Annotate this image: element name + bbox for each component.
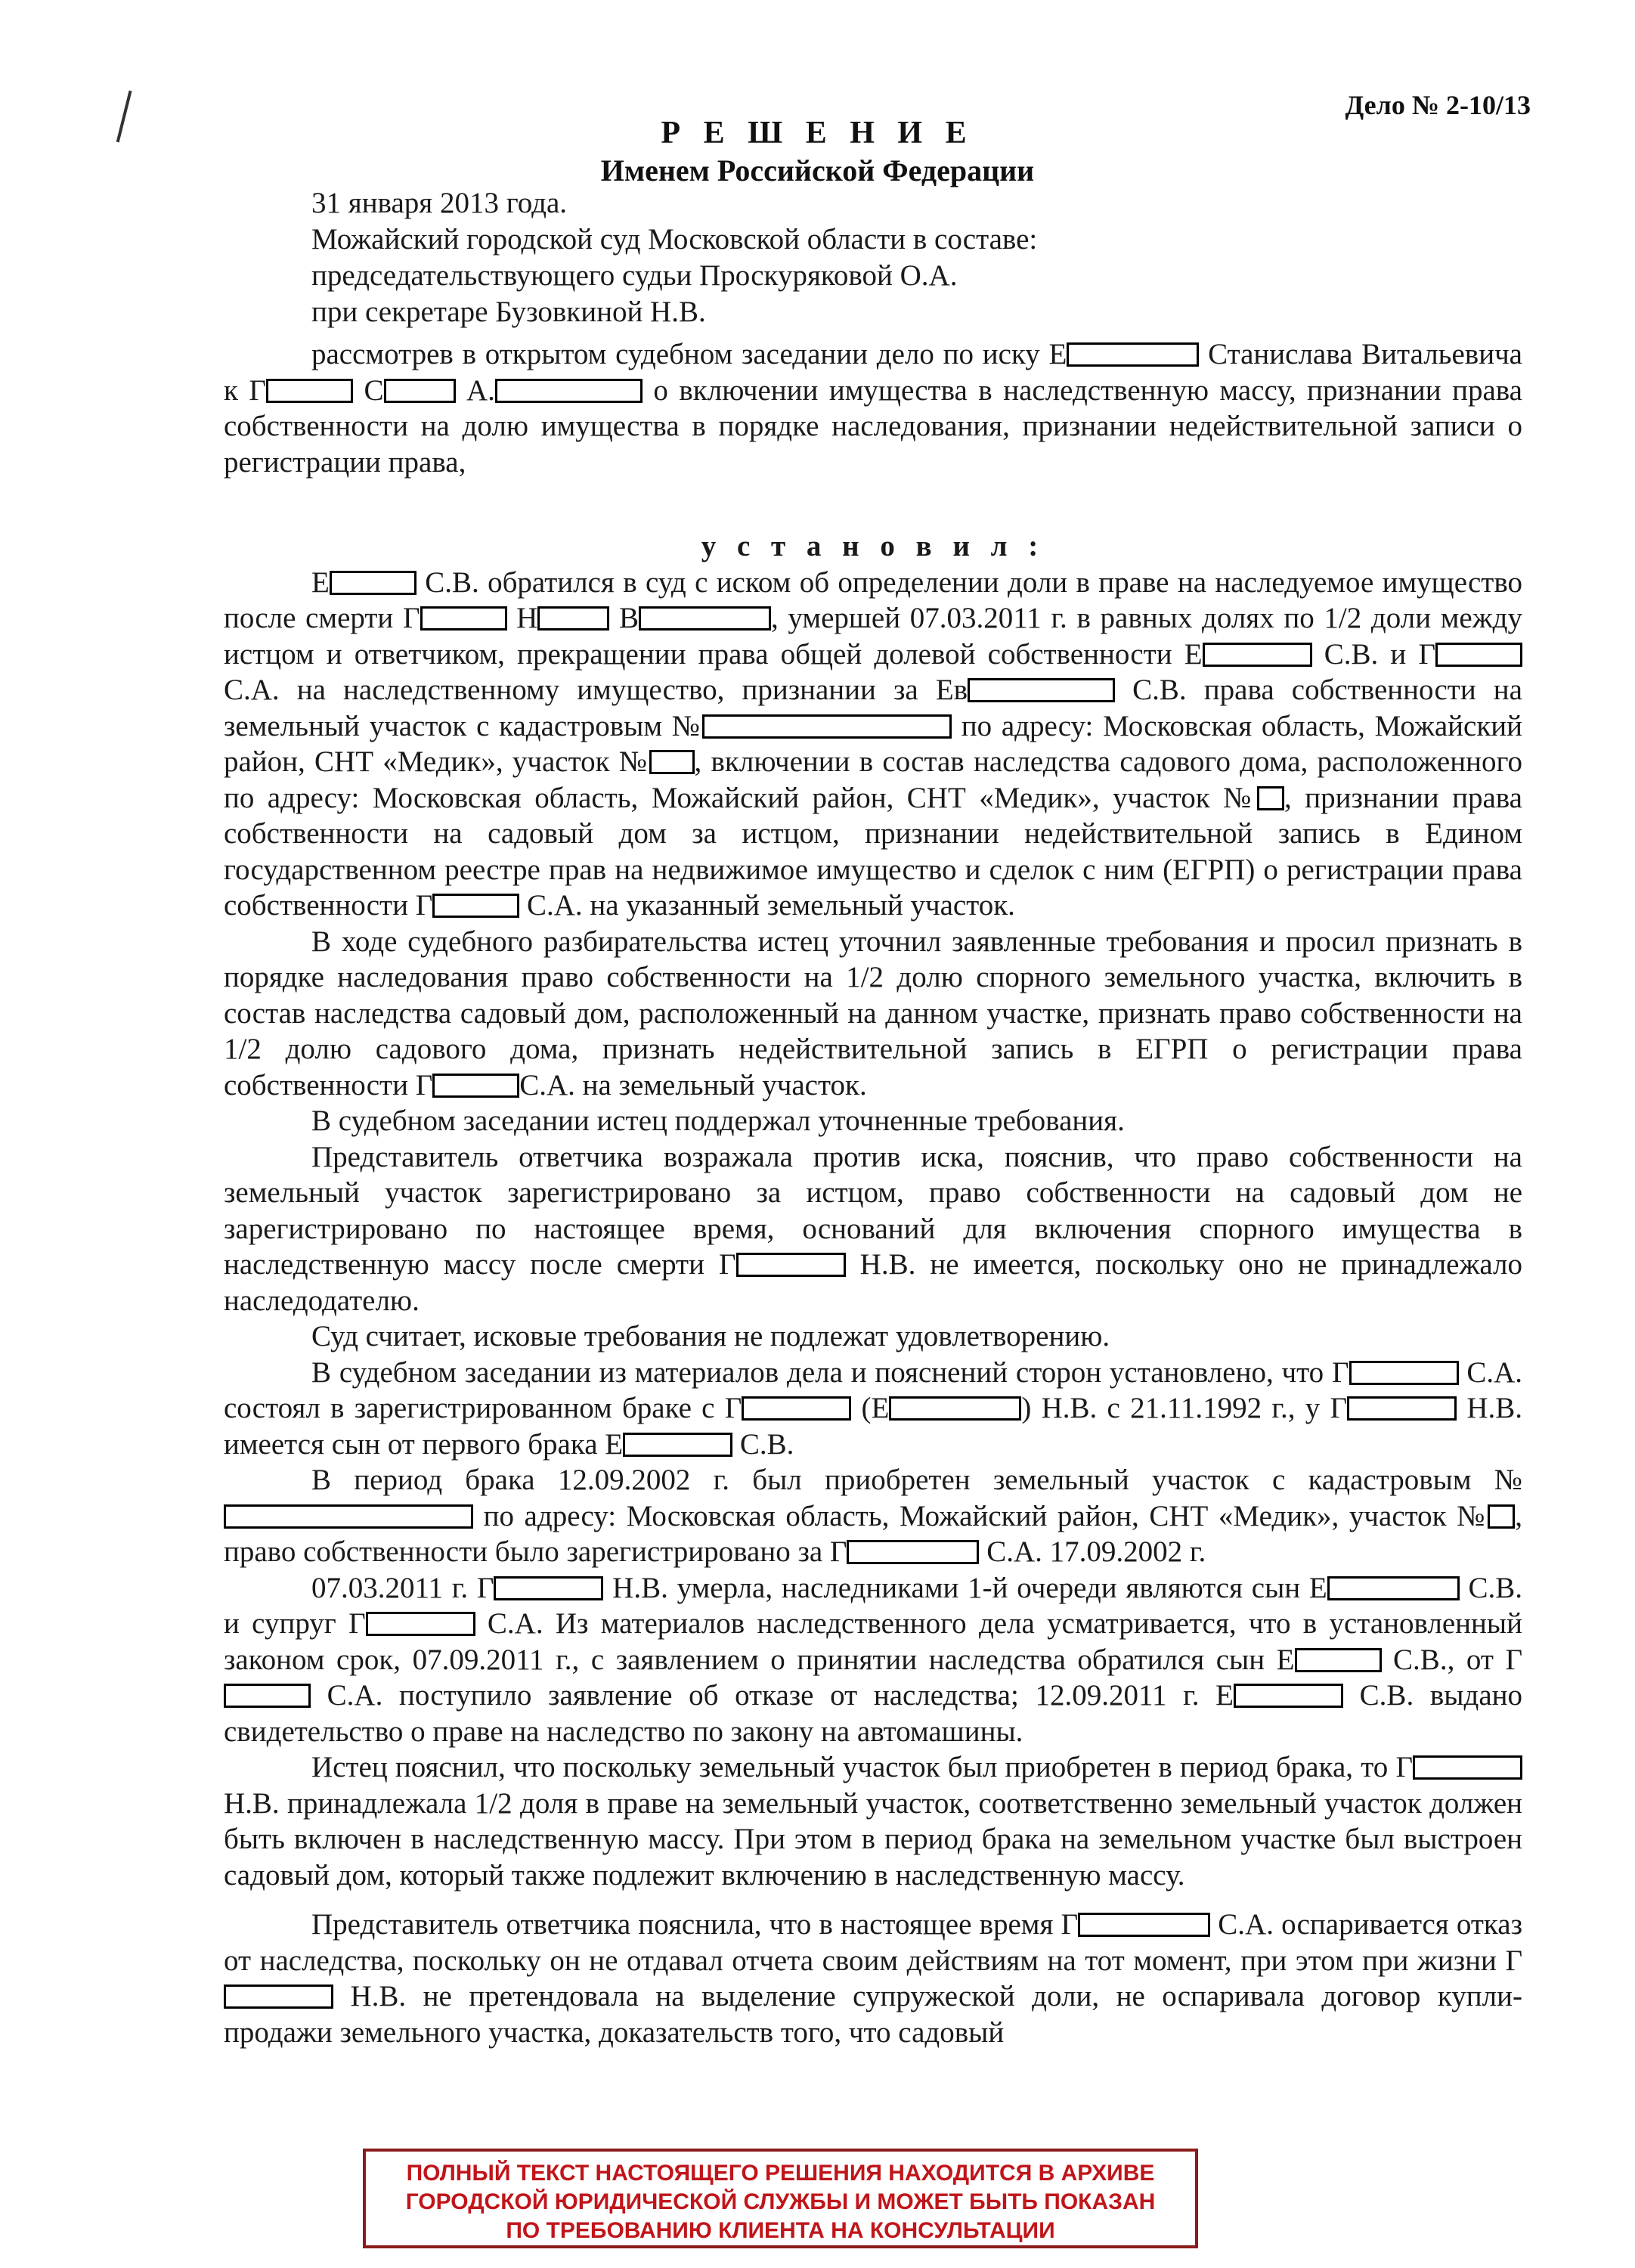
redaction-box	[847, 1540, 979, 1564]
redaction-box	[1488, 1504, 1515, 1529]
document-title: Р Е Ш Е Н И Е	[661, 116, 974, 150]
redaction-box	[1203, 643, 1312, 667]
paragraph-plaintiff-explanation: Истец пояснил, что поскольку земельный участок был приобретен в период брака, то Г Н.В. принадлежала 1/2 доля в праве на земельный участок, соответственно земельный участок должен быть включен в наследственную массу. При этом в период брака на земельном участке был выстроен садовый дом, который также подлежит включению в наследственную массу.	[224, 1751, 1522, 1892]
case-number: Дело № 2-10/13	[1345, 90, 1531, 120]
redaction-box	[224, 1984, 333, 2009]
paragraph-land-purchase: В период брака 12.09.2002 г. был приобретен земельный участок с кадастровым № по адресу: Московская область, Можайский район, СНТ «Медик», участок № , право собственности было зарегистрировано за Г С.А. 17.09.2002 г.	[224, 1464, 1522, 1568]
paragraph-inheritance: 07.03.2011 г. Г Н.В. умерла, наследниками 1-й очереди являются сын Е С.В. и супруг Г С.А. Из материалов наследственного дела усматривается, что в установленный законом срок, 07.09.2011 г., с заявлением о принятии наследства обратился сын Е С.В., от Г С.А. поступило заявление об отказе от наследства; 12.09.2011 г. Е С.В. выдано свидетельство о праве на наследство по закону на автомашины.	[224, 1571, 1522, 1748]
redaction-box	[742, 1396, 851, 1421]
redaction-box	[432, 894, 519, 918]
redaction-box	[330, 571, 416, 595]
paragraph-clarified-claims: В ходе судебного разбирательства истец уточнил заявленные требования и просил признать в порядке наследования право собственности на 1/2 долю спорного земельного участка, включить в состав наследства садовый дом, расположенный на данном участке, признать право собственности на 1/2 долю садового дома, признать недействительной запись в ЕГРП о регистрации права собственности Г С.А. на земельный участок.	[224, 925, 1522, 1101]
redaction-box	[1347, 1396, 1457, 1421]
redaction-box	[1295, 1648, 1382, 1672]
paragraph-hearing: В судебном заседании истец поддержал уточненные требования.	[311, 1105, 1125, 1137]
redaction-box	[649, 750, 695, 774]
redaction-box	[537, 606, 609, 631]
redaction-box	[366, 1612, 475, 1636]
redaction-box	[702, 714, 952, 739]
presiding-judge: председательствующего судьи Проскуряковой О.А.	[311, 259, 958, 292]
redaction-box	[889, 1396, 1021, 1421]
redaction-box	[495, 379, 643, 403]
redaction-box	[432, 1074, 519, 1098]
redaction-box	[1435, 643, 1522, 667]
document-subtitle: Именем Российской Федерации	[600, 153, 1035, 187]
archive-notice-stamp	[363, 2149, 1198, 2248]
redaction-box	[1078, 1913, 1210, 1937]
redaction-box	[384, 379, 456, 403]
redaction-box	[736, 1253, 846, 1277]
redaction-box	[1234, 1684, 1343, 1708]
redaction-box	[1067, 342, 1199, 367]
archive-notice-line: ПО ТРЕБОВАНИЮ КЛИЕНТА НА КОНСУЛЬТАЦИИ	[506, 2218, 1055, 2243]
redaction-box	[1349, 1361, 1459, 1385]
section-heading-established: у с т а н о в и л :	[701, 530, 1045, 562]
redaction-box	[1257, 786, 1284, 810]
paragraph-court-opinion: Суд считает, исковые требования не подлежат удовлетворению.	[311, 1320, 1110, 1352]
header-block	[311, 185, 1536, 330]
redaction-box	[639, 606, 771, 631]
redaction-box	[266, 379, 353, 403]
redaction-box	[420, 606, 507, 631]
paragraph-defendant-explanation: Представитель ответчика пояснила, что в настоящее время Г С.А. оспаривается отказ от наследства, поскольку он не отдавал отчета своим действиям на тот момент, при этом при жизни Г Н.В. не претендовала на выделение супружеской доли, не оспаривала договор купли-продажи земельного участка, доказательств того, что садовый	[224, 1908, 1523, 2049]
intro-paragraph: рассмотрев в открытом судебном заседании дело по иску Е Станислава Витальевича к Г С А. о включении имущества в наследственную массу, признании права собственности на долю имущества в порядке наследования, признании недействительной записи о регистрации права,	[224, 338, 1522, 479]
paragraph-facts-marriage: В судебном заседании из материалов дела и пояснений сторон установлено, что Г С.А. состоял в зарегистрированном браке с Г (Е ) Н.В. с 21.11.1992 г., у Г Н.В. имеется сын от первого брака Е С.В.	[224, 1356, 1522, 1461]
court-secretary: при секретаре Бузовкиной Н.В.	[311, 296, 706, 328]
redaction-box	[224, 1684, 311, 1708]
archive-notice-line: ПОЛНЫЙ ТЕКСТ НАСТОЯЩЕГО РЕШЕНИЯ НАХОДИТСЯ В АРХИВЕ	[406, 2161, 1155, 2186]
redaction-box	[224, 1504, 473, 1529]
redaction-box	[494, 1576, 603, 1600]
document-body	[224, 336, 1522, 2050]
court-name: Можайский городской суд Московской области в составе:	[311, 223, 1038, 256]
redaction-box	[968, 678, 1115, 702]
paragraph-claim: Е С.В. обратился в суд с иском об определении доли в праве на наследуемое имущество после смерти Г Н В , умершей 07.03.2011 г. в равных долях по 1/2 доли между истцом и ответчиком, прекращении права общей долевой собственности Е С.В. и Г С.А. на наследственному имущество, признании за Ев С.В. права собственности на земельный участок с кадастровым № по адресу: Московская область, Можайский район, СНТ «Медик», участок № , включении в состав наследства садового дома, расположенного по адресу: Московская область, Можайский район, СНТ «Медик», участок № , признании права собственности на садовый дом за истцом, признании недействительной запись в Едином государственном реестре прав на недвижимое имущество и сделок с ним (ЕГРП) о регистрации права собственности Г С.А. на указанный земельный участок.	[224, 565, 1523, 922]
redaction-box	[623, 1433, 732, 1457]
decision-date: 31 января 2013 года.	[311, 187, 568, 219]
redaction-box	[1413, 1755, 1522, 1780]
paragraph-defendant-objection: Представитель ответчика возражала против иска, пояснив, что право собственности на земельный участок зарегистрировано за истцом, право собственности на садовый дом не зарегистрировано по настоящее время, оснований для включения спорного имущества в наследственную массу после смерти Г Н.В. не имеется, поскольку оно не принадлежало наследодателю.	[224, 1140, 1522, 1317]
redaction-box	[1327, 1576, 1460, 1600]
archive-notice-line: ГОРОДСКОЙ ЮРИДИЧЕСКОЙ СЛУЖБЫ И МОЖЕТ БЫТЬ ПОКАЗАН	[405, 2189, 1156, 2214]
